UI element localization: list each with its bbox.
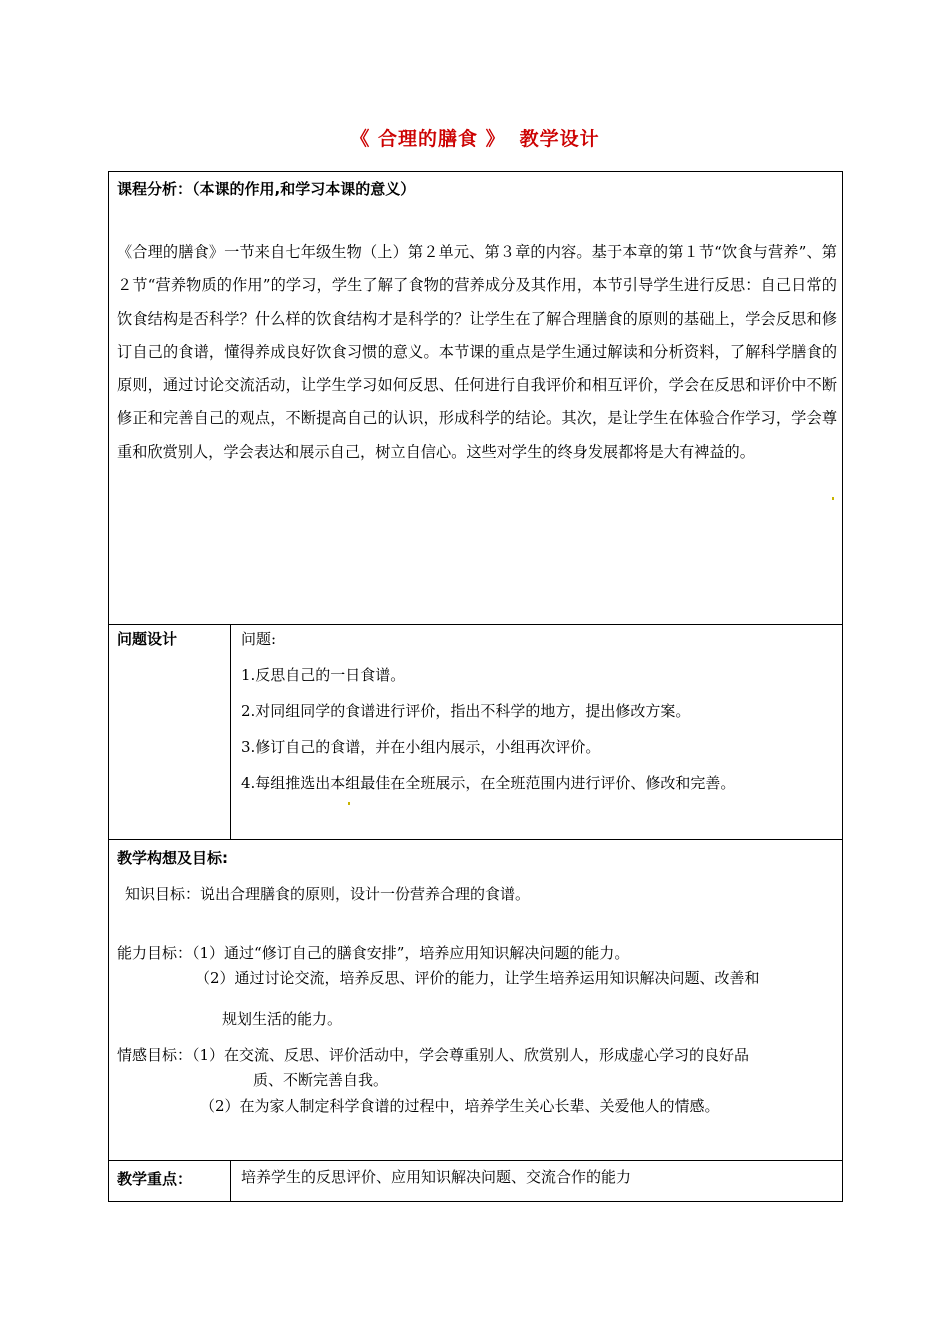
question-design-label-cell (108, 624, 231, 840)
teaching-goals-heading: 教学构想及目标: (117, 849, 228, 867)
question-item: 1.反思自己的一日食谱。 (241, 666, 406, 684)
question-item: 3.修订自己的食谱，并在小组内展示，小组再次评价。 (241, 738, 601, 756)
ability-goal-2-cont: 规划生活的能力。 (222, 1010, 343, 1028)
knowledge-goal: 知识目标：说出合理膳食的原则，设计一份营养合理的食谱。 (125, 885, 531, 903)
emotion-goal-1-cont: 质、不断完善自我。 (253, 1071, 389, 1089)
question-item: 4.每组推选出本组最佳在全班展示，在全班范围内进行评价、修改和完善。 (241, 774, 736, 792)
key-points-value: 培养学生的反思评价、应用知识解决问题、交流合作的能力 (241, 1168, 632, 1186)
question-item: 2.对同组同学的食谱进行评价，指出不科学的地方，提出修改方案。 (241, 702, 691, 720)
document-title (0, 124, 950, 151)
ability-goal-1: 能力目标：（1）通过“修订自己的膳食安排”，培养应用知识解决问题的能力。 (117, 944, 630, 962)
stray-dot-mark (832, 497, 834, 500)
emotion-goal-2: （2）在为家人制定科学食谱的过程中，培养学生关心长辈、关爱他人的情感。 (200, 1097, 720, 1115)
question-intro: 问题: (241, 630, 277, 648)
emotion-goal-1: 情感目标：（1）在交流、反思、评价活动中，学会尊重别人、欣赏别人，形成虚心学习的良好品 (117, 1046, 750, 1064)
stray-dot-mark (348, 802, 350, 805)
question-design-content-cell (230, 624, 843, 840)
title-suffix: 教学设计 (519, 128, 600, 150)
key-points-label: 教学重点： (117, 1170, 193, 1188)
title-lesson-name: 《 合理的膳食 》 (350, 128, 506, 150)
course-analysis-heading: 课程分析：（本课的作用,和学习本课的意义） (117, 180, 416, 198)
question-design-label: 问题设计 (117, 630, 178, 648)
course-analysis-paragraph: 《合理的膳食》一节来自七年级生物（上）第２单元、第３章的内容。基于本章的第１节“饮食与营养”、第２节“营养物质的作用”的学习，学生了解了食物的营养成分及其作用，本节引导学生进行反思：自己日常的饮食结构是否科学？什么样的饮食结构才是科学的？让学生在了解合理膳食的原则的基础上，学会反思和修订自己的食谱，懂得养成良好饮食习惯的意义。本节课的重点是学生通过解读和分析资料，了解科学膳食的原则，通过讨论交流活动，让学生学习如何反思、任何进行自我评价和相互评价，学会在反思和评价中不断修正和完善自己的观点，不断提高自己的认识，形成科学的结论。其次，是让学生在体验合作学习，学会尊重和欣赏别人，学会表达和展示自己，树立自信心。这些对学生的终身发展都将是大有裨益的。 (117, 243, 837, 461)
ability-goal-2: （2）通过讨论交流，培养反思、评价的能力，让学生培养运用知识解决问题、改善和 (195, 969, 760, 987)
